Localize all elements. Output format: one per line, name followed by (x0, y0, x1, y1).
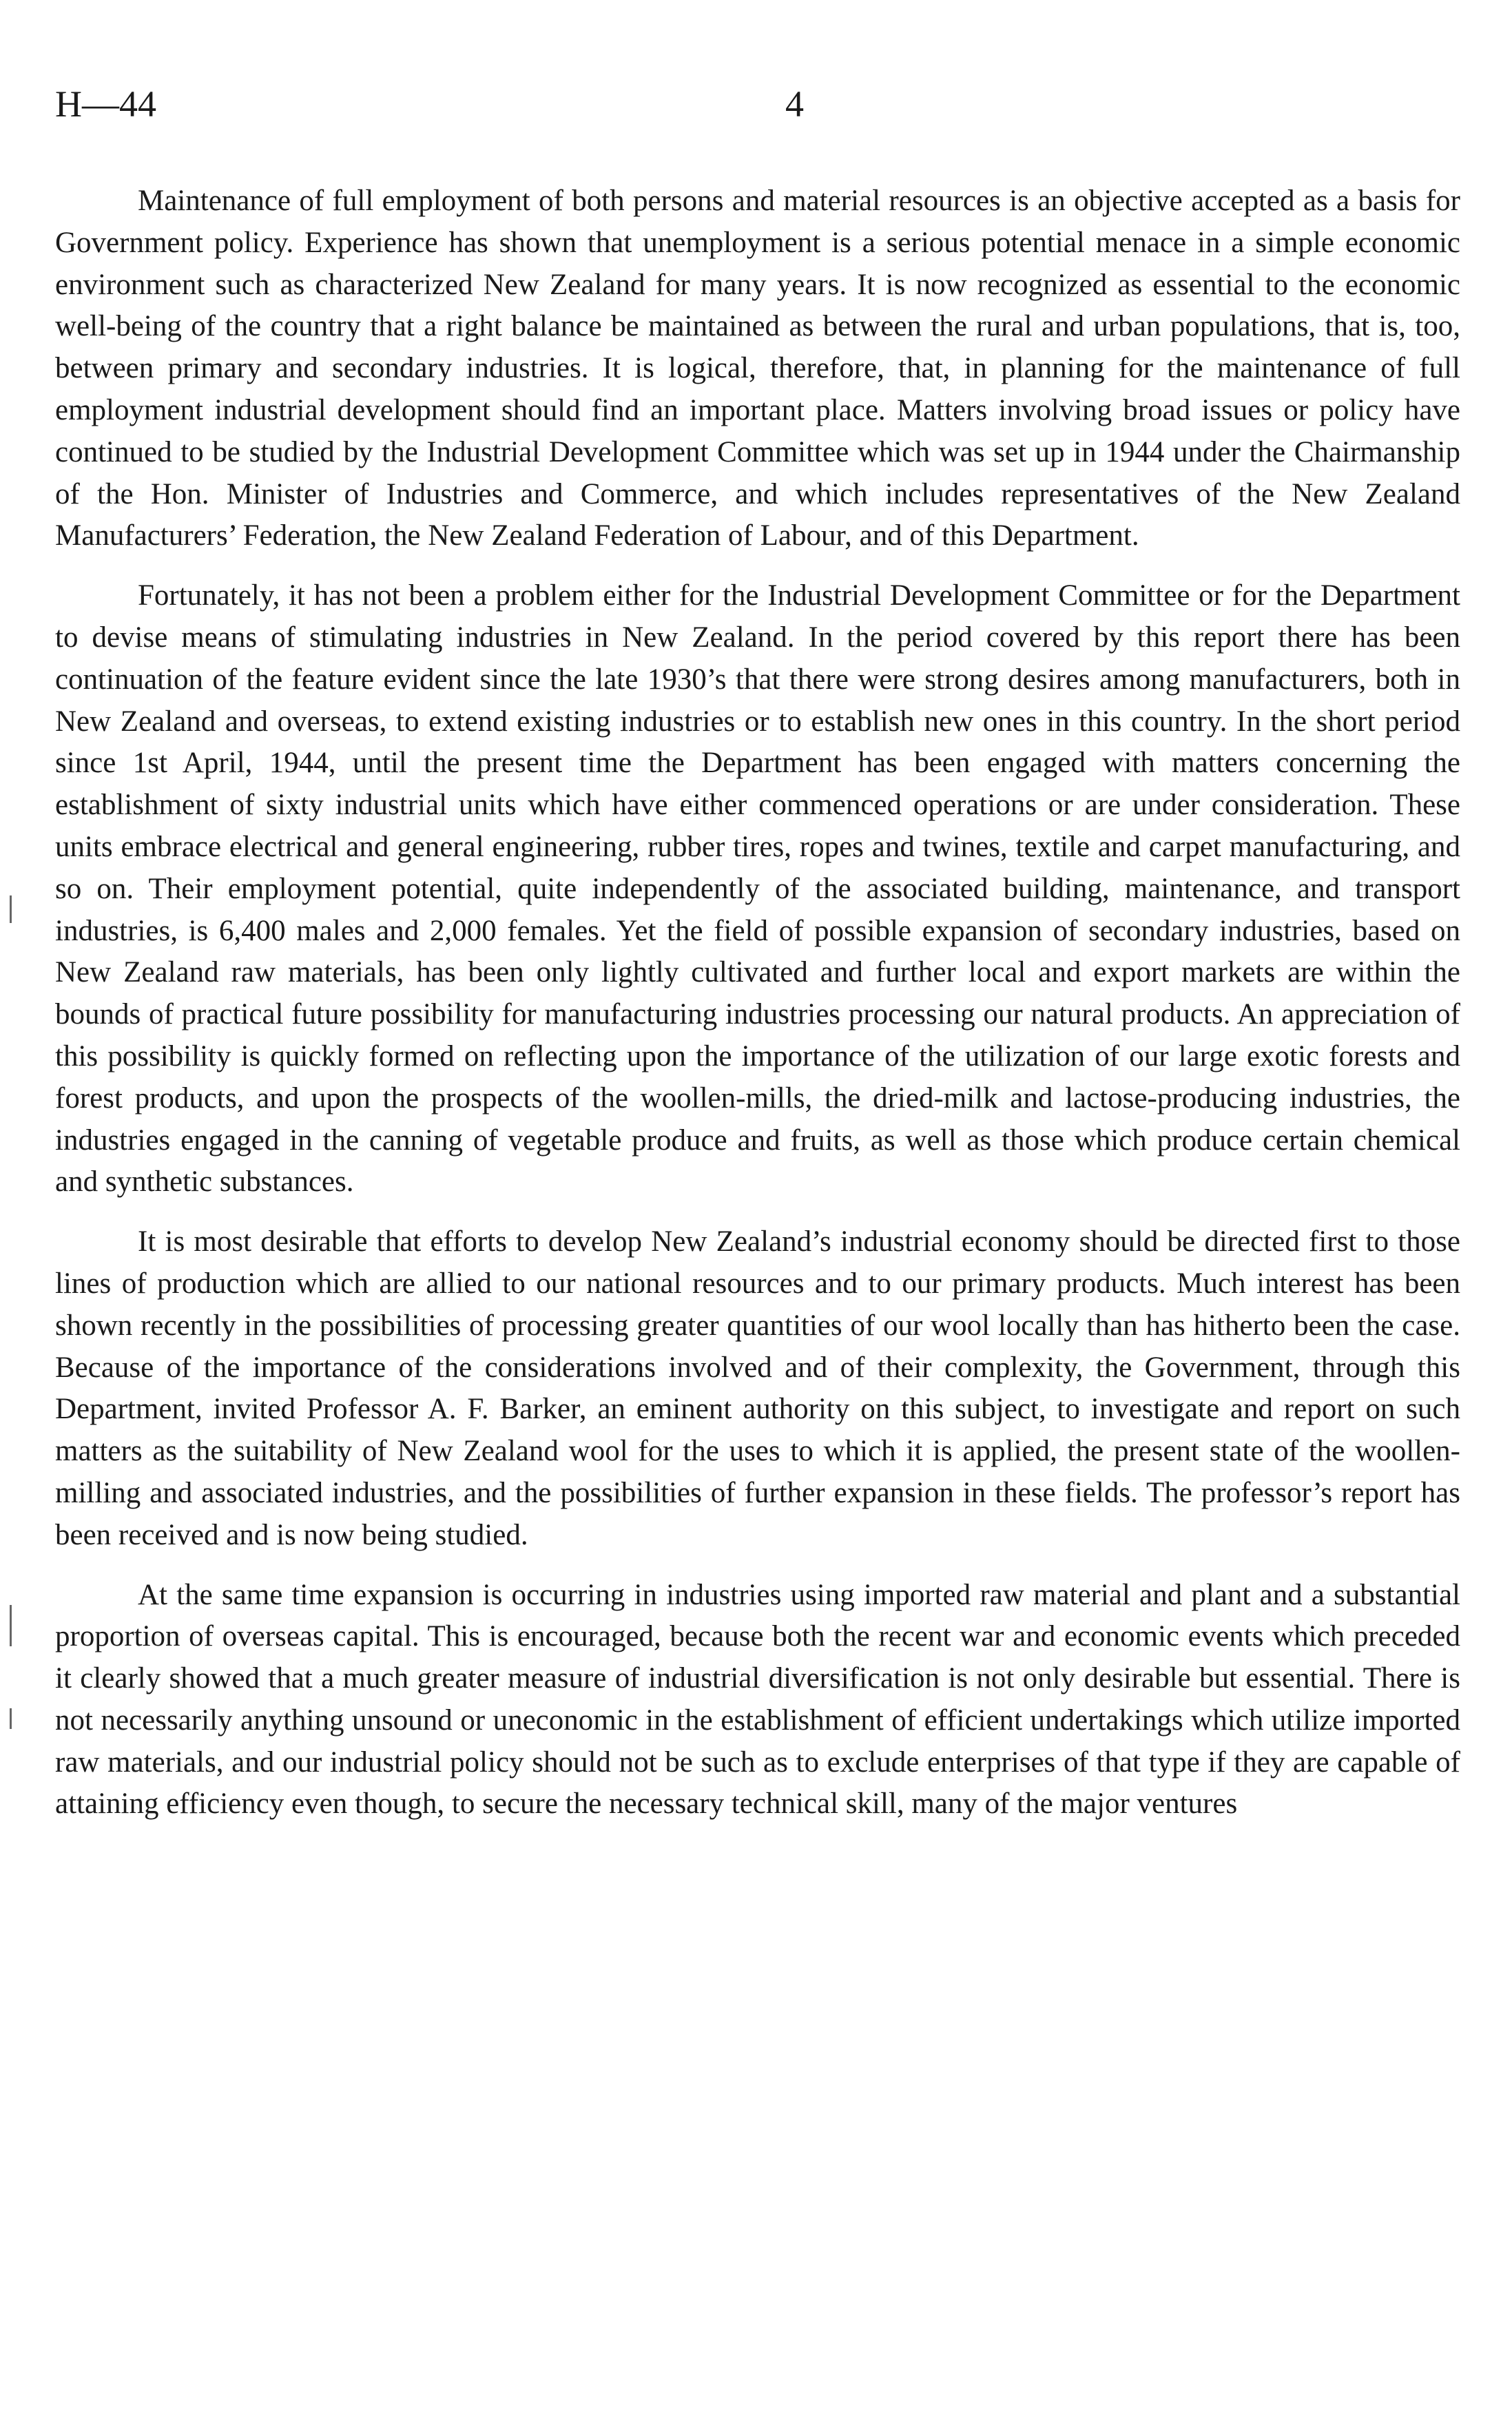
margin-mark (10, 1708, 12, 1729)
paragraph-full-employment: Maintenance of full employment of both persons and material resources is an objective accepted as a basis for Government policy. Experience has shown that unemployment is a serious potential menace in a simple economic environment such as characterized New Zealand for many years. It is now recognized as essential to the economic well-being of the country that a right balance be maintained as between the rural and urban populations, that is, too, between primary and secondary industries. It is logical, therefore, that, in planning for the maintenance of full employment industrial development should find an important place. Matters involving broad issues or policy have continued to be studied by the Industrial Development Committee which was set up in 1944 under the Chairmanship of the Hon. Minister of Industries and Commerce, and which includes representatives of the New Zealand Manufacturers’ Federation, the New Zealand Federation of Labour, and of this Department. (55, 185, 1460, 552)
body-text (55, 180, 1460, 1843)
paragraph-industrial-development: Fortunately, it has not been a problem either for the Industrial Development Committee or for the Department to devise means of stimulating industries in New Zealand. In the period covered by this report there has been continuation of the feature evident since the late 1930’s that there were strong desires among manufacturers, both in New Zealand and overseas, to extend existing industries or to establish new ones in this country. In the short period since 1st April, 1944, until the present time the Department has been engaged with matters concerning the establishment of sixty industrial units which have either commenced operations or are under consideration. These units embrace electrical and general engineering, rubber tires, ropes and twines, textile and carpet manufacturing, and so on. Their employment potential, quite independently of the associated building, maintenance, and transport industries, is 6,400 males and 2,000 females. Yet the field of possible expansion of secondary industries, based on New Zealand raw materials, has been only lightly cultivated and further local and export markets are within the bounds of practical future possibility for manufacturing industries processing our natural products. An appreciation of this possibility is quickly formed on reflecting upon the importance of the utilization of our large exotic forests and forest products, and upon the prospects of the woollen-mills, the dried-milk and lactose-producing industries, the industries engaged in the canning of vegetable produce and fruits, as well as those which produce certain chemical and synthetic substances. (55, 579, 1460, 1199)
paragraph-wool-processing: It is most desirable that efforts to develop New Zealand’s industrial economy should be directed first to those lines of production which are allied to our national resources and to our primary products. Much interest has been shown recently in the possibilities of processing greater quantities of our wool locally than has hitherto been the case. Because of the importance of the considerations involved and of their complexity, the Government, through this Department, invited Professor A. F. Barker, an eminent authority on this subject, to investigate and report on such matters as the suitability of New Zealand wool for the uses to which it is applied, the present state of the woollen-milling and associated industries, and the possibilities of further expansion in these fields. The professor’s report has been received and is now being studied. (55, 1225, 1460, 1551)
paragraph-imported-materials: At the same time expansion is occurring in industries using imported raw material and plant and a substantial proportion of overseas capital. This is encouraged, because both the recent war and economic events which preceded it clearly showed that a much greater measure of industrial diversification is not only desirable but essential. There is not necessarily anything unsound or uneconomic in the establishment of efficient undertakings which utilize imported raw materials, and our industrial policy should not be such as to exclude enterprises of that type if they are capable of attaining efficiency even though, to secure the necessary technical skill, many of the major ventures (55, 1578, 1460, 1821)
margin-mark (10, 1605, 12, 1646)
page-number: 4 (785, 83, 804, 125)
document-reference: H—44 (55, 83, 156, 125)
page-header (55, 83, 1460, 138)
margin-mark (10, 895, 12, 923)
